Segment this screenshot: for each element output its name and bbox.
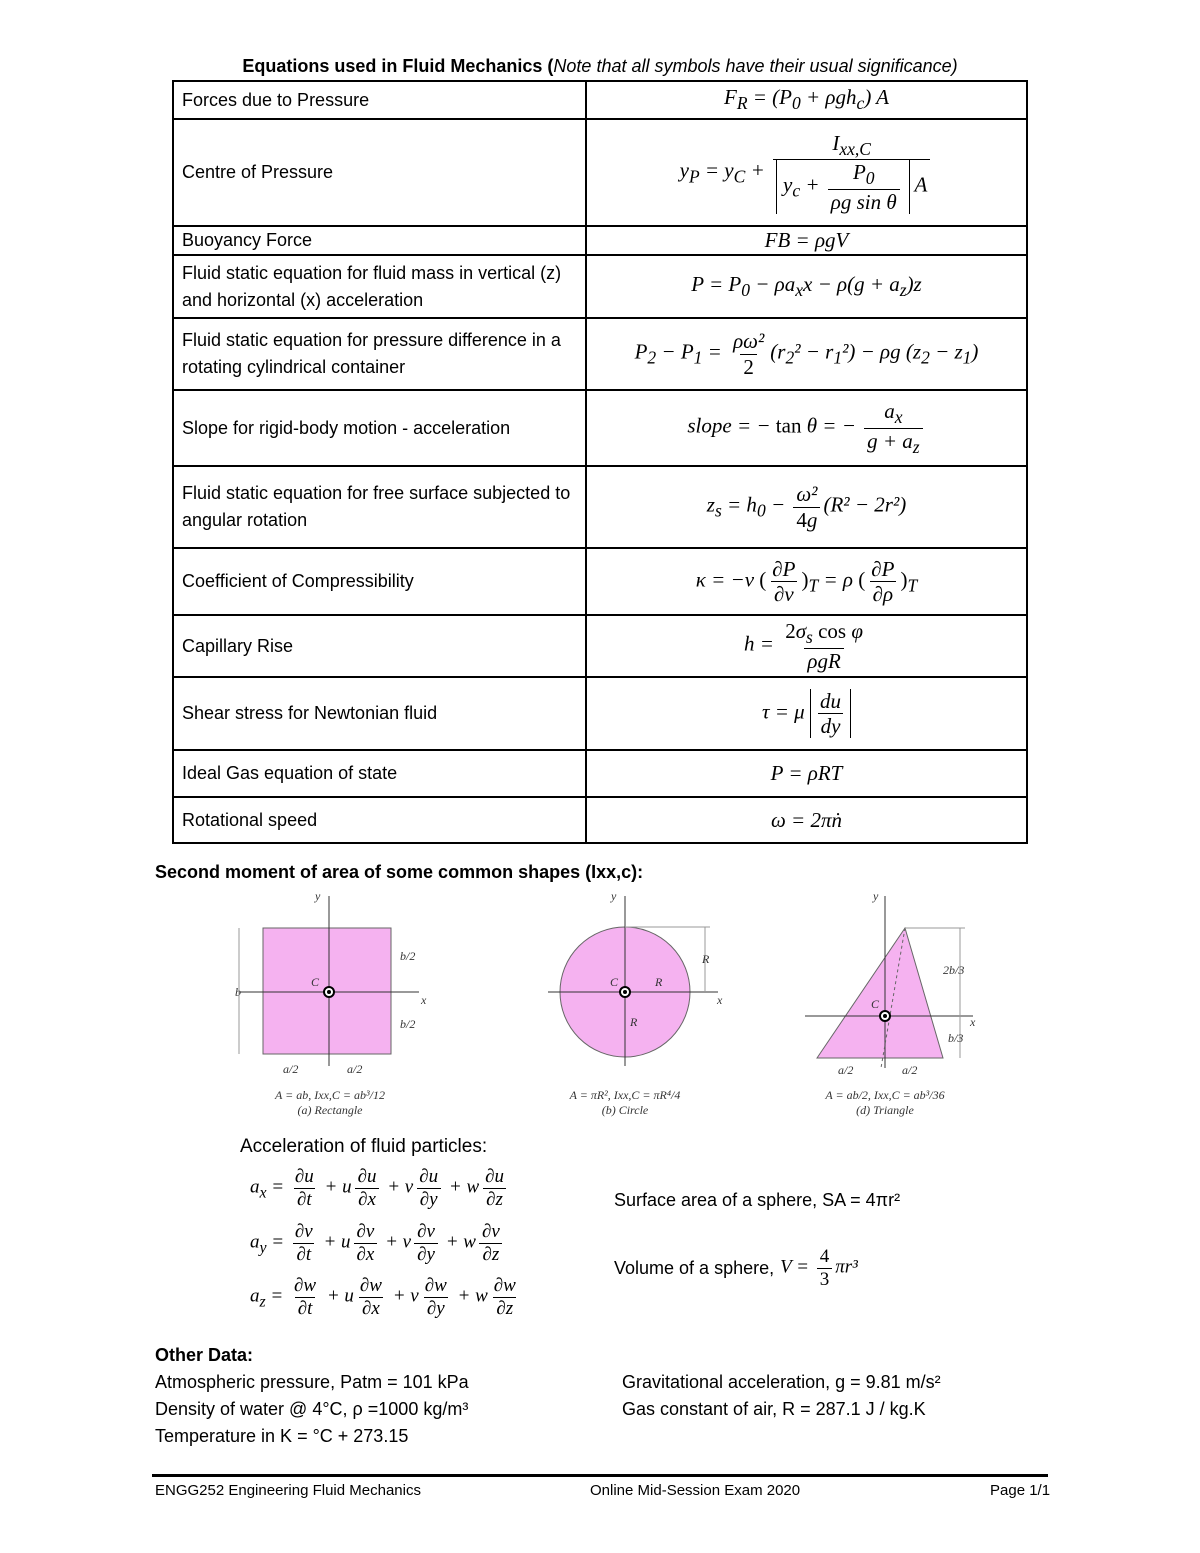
svg-text:2b/3: 2b/3 — [943, 963, 965, 977]
equation-formula: τ = μ $\frac{du}{dy}$ — [586, 677, 1027, 750]
svg-text:x: x — [421, 993, 427, 1007]
equation-label: Rotational speed — [173, 797, 586, 843]
equation-label: Centre of Pressure — [173, 119, 586, 226]
table-row — [173, 548, 1027, 615]
table-row — [173, 466, 1027, 548]
table-row — [173, 81, 1027, 119]
table-row — [173, 255, 1027, 318]
svg-text:x: x — [970, 1015, 976, 1029]
equation-label: Buoyancy Force — [173, 226, 586, 255]
equation-label: Shear stress for Newtonian fluid — [173, 677, 586, 750]
svg-text:a/2: a/2 — [283, 1062, 299, 1076]
svg-text:C: C — [871, 997, 880, 1011]
footer-page: Page 1/1 — [990, 1482, 1051, 1499]
equation-formula: P = ρRT — [586, 750, 1027, 797]
table-row — [173, 615, 1027, 677]
svg-text:b/2: b/2 — [400, 949, 416, 963]
equation-formula: $P_2 - P_1$ = $\frac{\text{ρω²}}{2}$ $(r_2^2 - r_1^2) - \rho g$ $(z_2 - z_1)$ — [586, 318, 1027, 390]
equation-formula: h = $\frac{2\sigma_s \cos \varphi}{\text{ρgR}}$ — [586, 615, 1027, 677]
gas-constant: Gas constant of air, R = 287.1 J / kg.K — [622, 1399, 926, 1419]
svg-text:x: x — [717, 993, 723, 1007]
svg-text:y: y — [611, 889, 617, 903]
equation-label: Forces due to Pressure — [173, 81, 586, 119]
equation-formula: FB = ρgV — [586, 226, 1027, 255]
equation-formula: $P = P_0 - \rho a_xx - \rho(g + a_z)z$ — [586, 255, 1027, 318]
equation-formula: $F_R = (P_0 + \rho gh_c)$ A — [586, 81, 1027, 119]
acceleration-equations: $a_x$ = $\frac{\partial u}{\partial t}$ + u $\frac{\partial u}{\partial x}$ + v $\frac{\partial u}{\partial y}$ + w $\frac{\partial u}{\partial z}$ $a_y$ = $\frac{\partial v}{\partial t}$ + u $\frac{\partial v}{\partial x}$ + v $\frac{\partial v}{\partial y}$ + w $\frac{\partial v}{\partial z}$ $a_z$ = $\frac{\partial w}{\partial t}$ + u $\frac{\partial w}{\partial x}$ + v $\frac{\partial w}{\partial y}$ + w $\frac{\partial w}{\partial z}$ — [250, 1166, 516, 1320]
footer-course: ENGG252 Engineering Fluid Mechanics — [155, 1482, 421, 1499]
temperature-conversion: Temperature in K = °C + 273.15 — [155, 1426, 409, 1446]
svg-text:b/2: b/2 — [400, 1017, 416, 1031]
other-data-heading: Other Data: — [155, 1345, 254, 1365]
water-density: Density of water @ 4°C, ρ =1000 kg/m³ — [155, 1399, 469, 1419]
shapes-figure — [225, 888, 985, 1088]
table-row — [173, 797, 1027, 843]
page-title: Equations used in Fluid Mechanics (Note that all symbols have their usual significance) — [242, 56, 958, 76]
equation-formula: ω = 2πṅ — [586, 797, 1027, 843]
gravitational-acceleration: Gravitational acceleration, g = 9.81 m/s² — [622, 1372, 941, 1392]
triangle-caption: A = ab/2, Ixx,C = ab³/36 (d) Triangle — [825, 1088, 945, 1117]
svg-text:R: R — [655, 975, 663, 989]
footer-exam: Online Mid-Session Exam 2020 — [590, 1482, 801, 1499]
equation-label: Slope for rigid-body motion - acceleration — [173, 390, 586, 466]
svg-text:a/2: a/2 — [838, 1063, 854, 1077]
equation-label: Ideal Gas equation of state — [173, 750, 586, 797]
equation-label: Capillary Rise — [173, 615, 586, 677]
triangle-shape — [805, 889, 976, 1077]
svg-text:C: C — [610, 975, 619, 989]
table-row — [173, 318, 1027, 390]
atmospheric-pressure: Atmospheric pressure, Patm = 101 kPa — [155, 1372, 469, 1392]
table-row — [173, 119, 1027, 226]
circle-shape — [548, 889, 723, 1066]
rectangle-caption: A = ab, Ixx,C = ab³/12 (a) Rectangle — [275, 1088, 385, 1117]
table-row — [173, 390, 1027, 466]
svg-text:b/3: b/3 — [948, 1031, 964, 1045]
svg-text:b: b — [235, 985, 241, 999]
equation-label: Fluid static equation for pressure difference in a rotating cylindrical container — [173, 318, 586, 390]
acceleration-heading: Acceleration of fluid particles: — [240, 1136, 488, 1157]
rectangle-shape — [235, 889, 427, 1076]
equation-formula: slope = − tan θ = − $\frac{a_x}{g + a_z}$ — [586, 390, 1027, 466]
svg-text:y: y — [873, 889, 879, 903]
svg-text:y: y — [315, 889, 321, 903]
svg-text:a/2: a/2 — [902, 1063, 918, 1077]
svg-text:R: R — [702, 952, 710, 966]
equation-label: Fluid static equation for fluid mass in vertical (z) and horizontal (x) acceleration — [173, 255, 586, 318]
equation-label: Fluid static equation for free surface subjected to angular rotation — [173, 466, 586, 548]
equations-table — [172, 80, 1028, 844]
table-row — [173, 750, 1027, 797]
sphere-volume: Volume of a sphere, V = $\frac{4}{3}$ πr³ — [614, 1246, 858, 1290]
svg-text:R: R — [630, 1015, 638, 1029]
equation-label: Coefficient of Compressibility — [173, 548, 586, 615]
svg-text:a/2: a/2 — [347, 1062, 363, 1076]
equation-formula: $y_P = y_C$ + $I_{xx,C}$ $y_c$ + $\frac{P_0}{\text{ρg sin θ}}$ A — [586, 119, 1027, 226]
circle-caption: A = πR², Ixx,C = πR⁴/4 (b) Circle — [569, 1088, 681, 1117]
table-row — [173, 677, 1027, 750]
sphere-surface-area: Surface area of a sphere, SA = 4πr² — [614, 1190, 901, 1210]
footer-divider — [152, 1474, 1048, 1477]
equation-formula: $z_s = h_0$ − $\frac{\text{ω²}}{4g}$ (R² − 2r²) — [586, 466, 1027, 548]
svg-text:C: C — [311, 975, 320, 989]
second-moment-heading: Second moment of area of some common shapes (Ixx,c): — [155, 862, 644, 882]
table-row — [173, 226, 1027, 255]
equation-formula: κ = −v ( $\frac{\partial P}{\partial v}$ )$_T = \rho$ ( $\frac{\partial P}{\partial\rho}$ )$_T$ — [586, 548, 1027, 615]
